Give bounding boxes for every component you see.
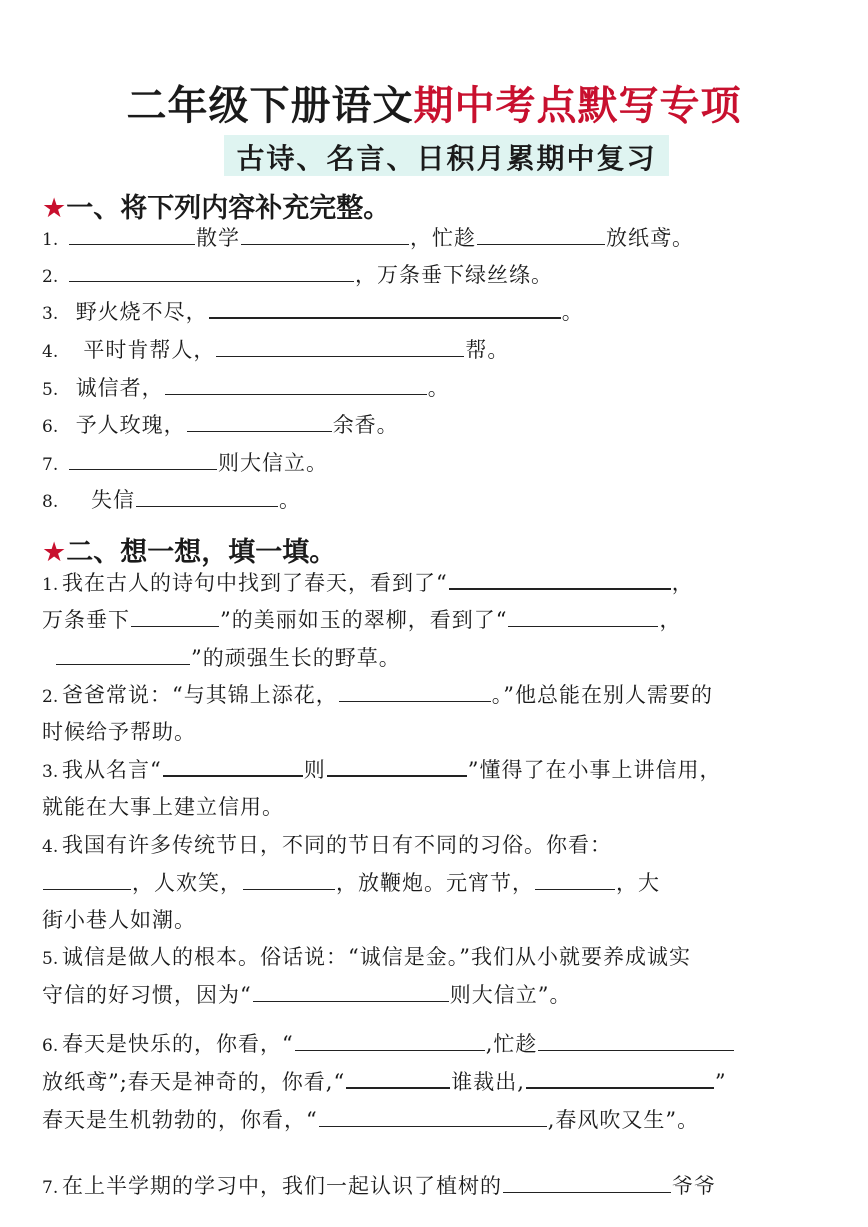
page-title xyxy=(0,74,868,131)
q1-line-1: 1. 我在古人的诗句中找到了春天，看到了“ ， xyxy=(42,571,694,595)
s1-item-5: 5. 诚信者， 。 xyxy=(42,376,450,400)
page-subtitle: 古诗、名言、日积月累期中复习 xyxy=(236,142,657,175)
blank[interactable] xyxy=(165,393,427,395)
q2-line-2: 时候给予帮助。 xyxy=(42,720,196,744)
s1-item-1: 1. 散学 ，忙趁 放纸鸢。 xyxy=(42,226,694,250)
blank[interactable] xyxy=(69,280,354,282)
q2-line-1: 2. 爸爸常说：“与其锦上添花， 。”他总能在别人需要的 xyxy=(42,683,713,707)
blank[interactable] xyxy=(136,505,278,507)
blank[interactable] xyxy=(346,1086,450,1089)
section1-heading: ★一、将下列内容补充完整。 xyxy=(42,193,391,224)
blank[interactable] xyxy=(538,1049,734,1051)
q3-line-2: 就能在大事上建立信用。 xyxy=(42,795,284,819)
title-red-part: 期中考点默写专项 xyxy=(413,83,742,129)
blank[interactable] xyxy=(477,243,605,245)
blank[interactable] xyxy=(187,430,332,432)
blank[interactable] xyxy=(69,468,217,470)
star-icon: ★ xyxy=(42,193,67,224)
blank[interactable] xyxy=(327,774,467,777)
q1-line-3: ”的顽强生长的野草。 xyxy=(55,648,401,669)
q3-line-1: 3. 我从名言“ 则 ”懂得了在小事上讲信用， xyxy=(42,758,722,782)
s1-item-6: 6. 予人玫瑰， 余香。 xyxy=(42,413,399,437)
blank[interactable] xyxy=(43,888,131,890)
blank[interactable] xyxy=(243,888,335,890)
q6-line-2: 放纸鸢”;春天是神奇的，你看,“ 谁裁出, ” xyxy=(42,1070,727,1094)
q6-line-3: 春天是生机勃勃的，你看，“ ,春风吹又生”。 xyxy=(42,1108,700,1132)
q5-line-1: 5. 诚信是做人的根本。俗话说：“诚信是金。”我们从小就要养成诚实 xyxy=(42,945,691,969)
q6-line-1: 6. 春天是快乐的，你看，“ ,忙趁 xyxy=(42,1034,735,1055)
blank[interactable] xyxy=(216,355,464,357)
blank[interactable] xyxy=(209,316,561,319)
q4-line-2: ，人欢笑， ，放鞭炮。元宵节， ，大 xyxy=(42,873,660,894)
blank[interactable] xyxy=(319,1125,547,1127)
blank[interactable] xyxy=(526,1086,714,1089)
q1-line-2: 万条垂下 ”的美丽如玉的翠柳，看到了“ ， xyxy=(42,608,682,632)
star-icon: ★ xyxy=(42,537,67,568)
blank[interactable] xyxy=(339,700,491,702)
s1-item-4: 4. 平时肯帮人， 帮。 xyxy=(42,338,510,362)
blank[interactable] xyxy=(241,243,409,245)
title-black-part: 二年级下册语文 xyxy=(126,83,414,129)
q4-line-1: 4. 我国有许多传统节日，不同的节日有不同的习俗。你看： xyxy=(42,833,612,857)
blank[interactable] xyxy=(253,1000,449,1002)
s1-item-3: 3. 野火烧不尽， 。 xyxy=(42,300,584,324)
q4-line-3: 街小巷人如潮。 xyxy=(42,908,196,932)
blank[interactable] xyxy=(503,1191,671,1193)
blank[interactable] xyxy=(163,774,303,777)
blank[interactable] xyxy=(508,625,658,627)
blank[interactable] xyxy=(535,888,615,890)
q5-line-2: 守信的好习惯，因为“ 则大信立”。 xyxy=(42,983,572,1007)
q7-line-1: 7. 在上半学期的学习中，我们一起认识了植树的 爷爷 xyxy=(42,1174,716,1198)
s1-item-8: 8. 失信 。 xyxy=(42,488,302,512)
blank[interactable] xyxy=(295,1049,485,1051)
blank[interactable] xyxy=(69,243,195,245)
blank[interactable] xyxy=(131,625,219,627)
blank[interactable] xyxy=(56,663,190,665)
s1-item-7: 7. 则大信立。 xyxy=(42,451,328,475)
s1-item-2: 2. ，万条垂下绿丝绦。 xyxy=(42,263,553,287)
section2-heading: ★二、想一想，填一填。 xyxy=(42,537,337,568)
blank[interactable] xyxy=(449,587,671,590)
